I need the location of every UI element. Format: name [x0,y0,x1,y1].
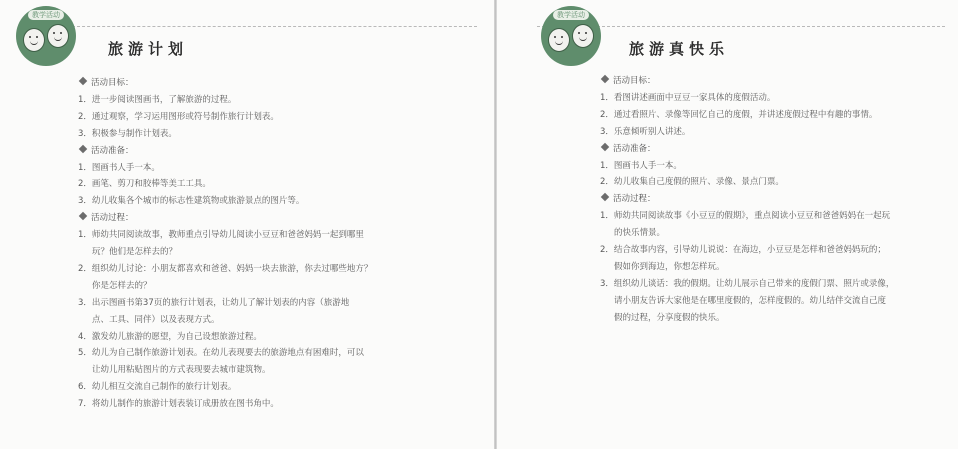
list-item [78,296,349,308]
line-text: 3．幼儿收集各个城市的标志性建筑物或旅游景点的图片等。 [78,196,305,207]
list-item [78,93,236,105]
line-text: 2．结合故事内容，引导幼儿说说：在海边，小豆豆是怎样和爸爸妈妈玩的； [600,245,886,255]
badge-label: 教学活动 [28,10,64,20]
list-item [600,108,877,120]
section-heading [80,211,134,223]
line-text: 请小朋友告诉大家他是在哪里度假的，怎样度假的。幼儿结伴交流自己度 [614,295,887,306]
line-text: 3．出示图画书第37页的旅行计划表，让幼儿了解计划表的内容（旅游地 [78,297,350,308]
page-title: 旅游真快乐 [629,40,730,58]
list-item [78,346,364,358]
line-text: 的快乐情景。 [614,228,666,239]
header-dashed-line [72,26,477,27]
line-text: 1．师幼共同阅读故事《小豆豆的假期》，重点阅读小豆豆和爸爸妈妈在一起玩 [600,211,891,222]
list-item [78,194,304,206]
activity-badge-icon [16,6,76,66]
activity-badge-icon [541,6,601,66]
line-text: 你是怎样去的？ [92,280,152,291]
list-item [78,127,177,139]
section-heading [602,142,656,154]
right-page [497,0,958,449]
list-item-continuation [614,260,725,272]
list-item [78,110,279,122]
list-item [600,175,784,187]
diamond-bullet-icon [601,75,609,83]
list-item [78,330,262,342]
line-text: 3．组织幼儿谈话：我的假期。让幼儿展示自己带来的度假门票、照片或录像， [600,278,895,289]
line-text: 2．画笔、剪刀和胶棒等美工工具。 [78,179,211,190]
list-item-continuation [92,245,177,257]
list-item [78,161,160,173]
diamond-bullet-icon [79,144,87,152]
line-text: 让幼儿用粘贴图片的方式表现要去城市建筑物。 [92,365,271,376]
line-text: 活动准备： [613,143,656,154]
diamond-bullet-icon [79,212,87,220]
line-text: 活动过程： [91,213,134,224]
list-item [600,125,690,137]
line-text: 5．幼儿为自己制作旅游计划表。在幼儿表现要去的旅游地点有困难时，可以 [78,348,364,359]
list-item-continuation [92,279,152,291]
line-text: 1．图画书人手一本。 [600,160,682,171]
list-item [78,380,236,392]
line-text: 3．积极参与制作计划表。 [78,128,177,139]
diamond-bullet-icon [601,193,609,201]
line-text: 2．通过看照片、录像等回忆自己的度假，并讲述度假过程中有趣的事情。 [600,109,878,120]
line-text: 2．通过观察，学习运用图形或符号制作旅行计划表。 [78,111,279,122]
list-item-continuation [92,363,271,375]
list-item [600,209,890,221]
line-text: 7．将幼儿制作的旅游计划表装订成册放在图书角中。 [78,399,279,410]
list-item [78,228,364,240]
list-item [78,397,279,409]
list-item-continuation [92,313,220,325]
list-item [600,277,894,289]
section-heading [602,74,656,86]
section-heading [80,144,134,156]
badge-label: 教学活动 [553,10,589,20]
list-item-continuation [614,294,886,306]
line-text: 假的过程，分享度假的快乐。 [614,312,725,323]
line-text: 假如你到海边，你想怎样玩。 [614,261,725,272]
list-item [600,91,775,103]
diamond-bullet-icon [79,77,87,85]
list-item [600,159,682,171]
line-text: 玩？他们是怎样去的？ [92,247,178,257]
list-item-continuation [614,311,725,323]
line-text: 1．进一步阅读图画书，了解旅游的过程。 [78,94,237,105]
section-heading [80,76,134,88]
section-heading [602,192,656,204]
line-text: 3．乐意倾听别人讲述。 [600,126,691,137]
page-title: 旅游计划 [108,40,189,58]
line-text: 2．组织幼儿讨论：小朋友都喜欢和爸爸、妈妈一块去旅游，你去过哪些地方？ [78,263,373,274]
line-text: 4．激发幼儿旅游的愿望，为自己设想旅游过程。 [78,331,262,342]
line-text: 6．幼儿相互交流自己制作的旅行计划表。 [78,382,237,393]
line-text: 1．图画书人手一本。 [78,162,160,173]
line-text: 点、工具、同伴）以及表现方式。 [92,314,220,325]
list-item-continuation [614,226,665,238]
line-text: 活动目标： [91,78,134,88]
line-text: 1．师幼共同阅读故事，教师重点引导幼儿阅读小豆豆和爸爸妈妈一起到哪里 [78,230,364,241]
line-text: 活动准备： [91,145,134,156]
list-item [600,243,886,255]
line-text: 2．幼儿收集自己度假的照片、录像、景点门票。 [600,177,784,188]
diamond-bullet-icon [601,142,609,150]
list-item [78,177,211,189]
line-text: 活动目标： [613,76,656,86]
line-text: 1．看图讲述画面中豆豆一家具体的度假活动。 [600,92,776,103]
line-text: 活动过程： [613,194,656,205]
list-item [78,262,372,274]
